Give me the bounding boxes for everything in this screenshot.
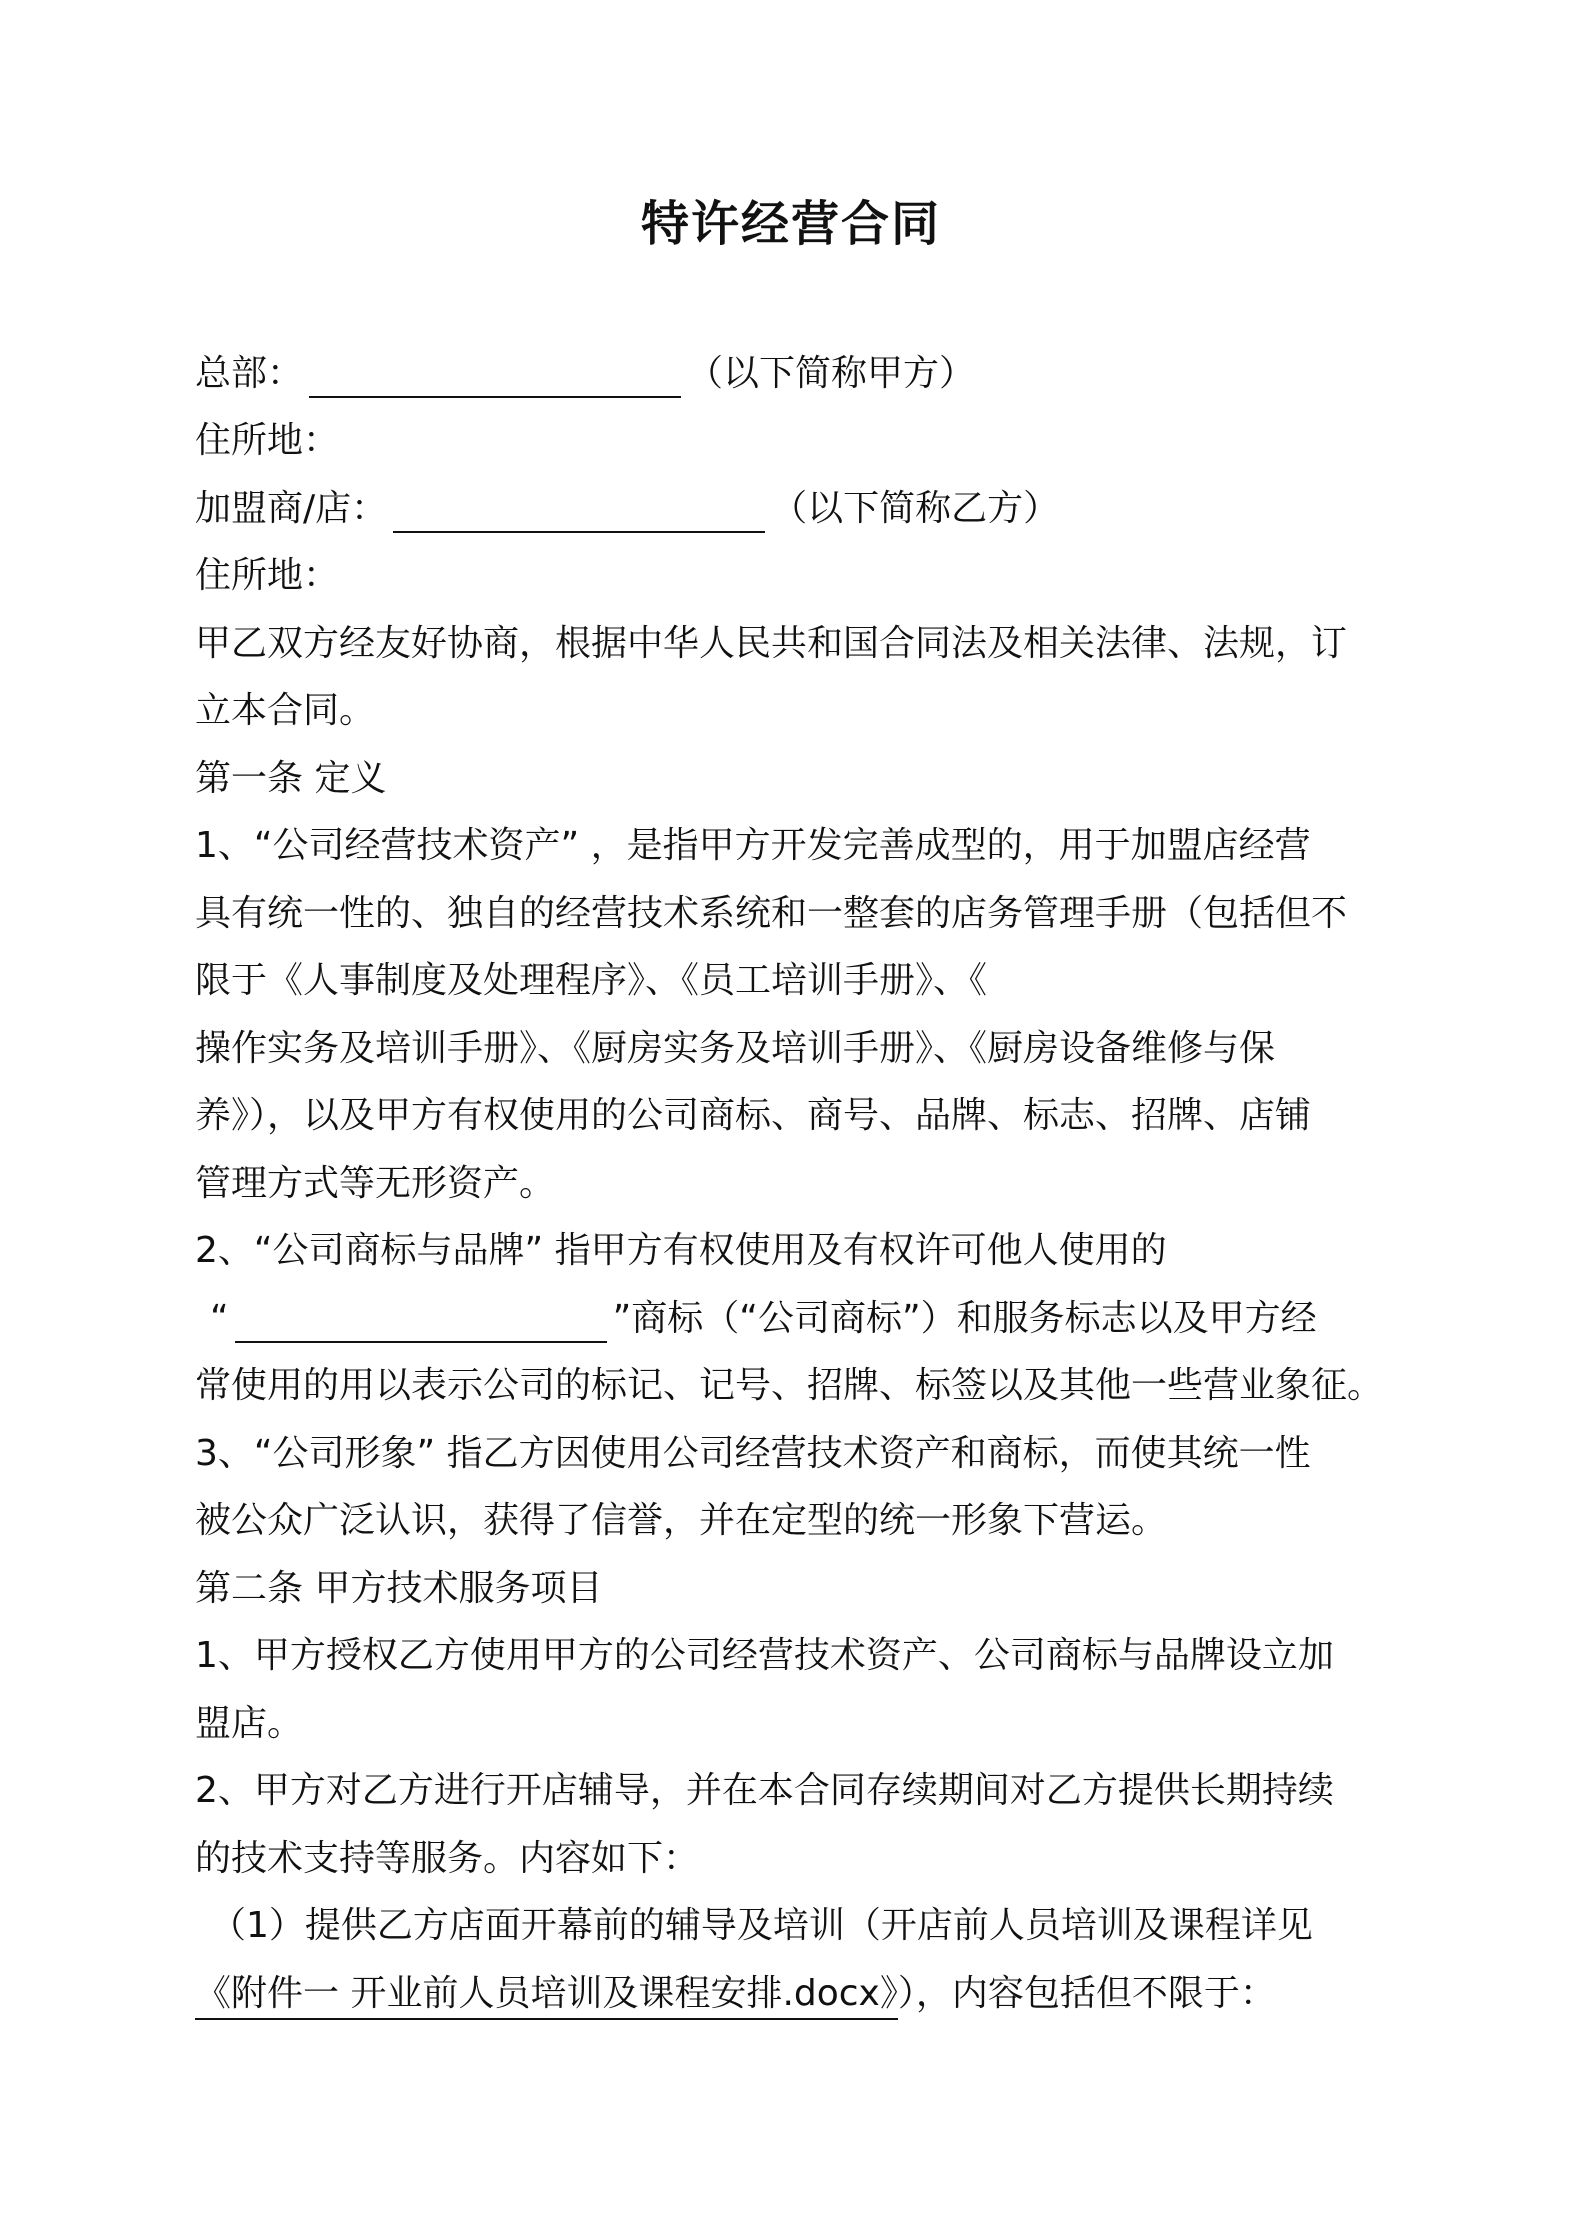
paragraph-line: 操作实务及培训手册》、《厨房实务及培训手册》、《厨房设备维修与保 (195, 1028, 1276, 1069)
trademark-line (210, 1295, 1317, 1343)
paragraph-line: 盟店。 (195, 1703, 304, 1744)
party-a-label: 总部： (195, 353, 304, 394)
paragraph-line: 常使用的用以表示公司的标记、记号、招牌、标签以及其他一些营业象征。 (195, 1365, 1384, 1406)
party-b-blank[interactable] (393, 491, 765, 533)
party-a-line (195, 350, 975, 398)
trademark-open-quote: “ (210, 1298, 229, 1339)
paragraph-line: 具有统一性的、独自的经营技术系统和一整套的店务管理手册（包括但不 (195, 893, 1348, 934)
paragraph-line: 限于《人事制度及处理程序》、《员工培训手册》、《 (195, 960, 988, 1001)
party-b-address: 住所地： (195, 555, 340, 596)
attachment-line (195, 1970, 1276, 2018)
paragraph-line: （1）提供乙方店面开幕前的辅导及培训（开店前人员培训及课程详见 (210, 1905, 1313, 1946)
party-a-address: 住所地： (195, 420, 340, 461)
paragraph-line: 养》），以及甲方有权使用的公司商标、商号、品牌、标志、招牌、店铺 (195, 1095, 1312, 1136)
paragraph-line: 的技术支持等服务。内容如下： (195, 1838, 700, 1879)
paragraph-line: 2、“公司商标与品牌” 指甲方有权使用及有权许可他人使用的 (195, 1230, 1167, 1271)
document-title: 特许经营合同 (640, 196, 941, 252)
party-b-label: 加盟商/店： (195, 488, 388, 529)
paragraph-line: 3、“公司形象” 指乙方因使用公司经营技术资产和商标，而使其统一性 (195, 1433, 1311, 1474)
article-2-heading: 第二条 甲方技术服务项目 (195, 1568, 603, 1609)
article-1-heading: 第一条 定义 (195, 758, 387, 799)
trademark-text: ”商标（“公司商标”）和服务标志以及甲方经 (612, 1298, 1317, 1339)
party-b-note: （以下简称乙方） (771, 488, 1060, 529)
party-b-line (195, 485, 1059, 533)
paragraph-line: 1、甲方授权乙方使用甲方的公司经营技术资产、公司商标与品牌设立加 (195, 1635, 1334, 1676)
party-a-blank[interactable] (309, 356, 681, 398)
paragraph-line: 立本合同。 (195, 690, 376, 731)
trademark-blank[interactable] (235, 1301, 607, 1343)
paragraph-line: 被公众广泛认识，获得了信誉，并在定型的统一形象下营运。 (195, 1500, 1168, 1541)
attachment-note: ），内容包括但不限于： (897, 1973, 1276, 2014)
paragraph-line: 甲乙双方经友好协商，根据中华人民共和国合同法及相关法律、法规，订 (195, 623, 1348, 664)
attachment-link[interactable]: 《附件一 开业前人员培训及课程安排.docx》 (195, 1973, 898, 2020)
paragraph-line: 2、甲方对乙方进行开店辅导，并在本合同存续期间对乙方提供长期持续 (195, 1770, 1334, 1811)
paragraph-line: 1、“公司经营技术资产” ，是指甲方开发完善成型的，用于加盟店经营 (195, 825, 1311, 866)
paragraph-line: 管理方式等无形资产。 (195, 1163, 556, 1204)
party-a-note: （以下简称甲方） (687, 353, 976, 394)
